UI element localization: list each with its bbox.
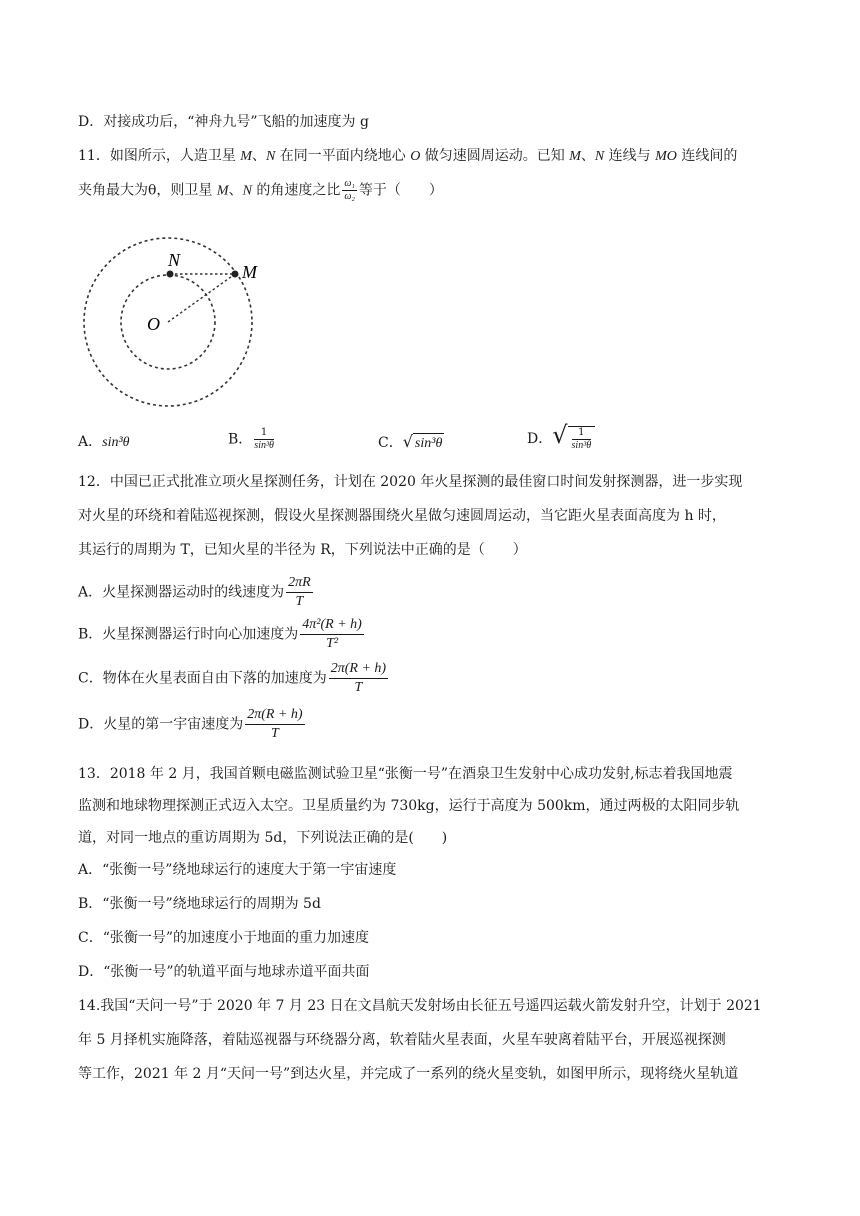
q13-option-d: D．“张衡一号”的轨道平面与地球赤道平面共面 [78,964,370,980]
q11-omega-ratio: $\frac{\text{ω₁}}{\text{ω₂}}$ [344,178,355,202]
q12-option-a: A．火星探测器运动时的线速度为 $\frac{2\pi R}{T}$ [78,575,311,609]
q14-stem-line1: 14.我国“天问一号”于 2020 年 7 月 23 日在文昌航天发射场由长征五号遥四运载火箭发射升空，计划于 2021 [78,998,762,1014]
q12-stem-line3: 其运行的周期为 T，已知火星的半径为 R，下列说法中正确的是（ ） [78,542,527,558]
q12-option-b: B．火星探测器运行时向心加速度为 $\frac{\text{4π²(R + h)}}{\text{T²}}$ [78,617,362,651]
q11-option-d: D．√ $\frac{1}{\text{sin³θ}}$ [527,425,595,452]
q13-stem-line1: 13．2018 年 2 月，我国首颗电磁监测试验卫星“张衡一号”在酒泉卫生发射中心成功发射,标志着我国地震 [78,766,733,782]
q11-option-b: B． $\frac{1}{\text{sin³θ}}$ [228,427,274,451]
label-O: O [147,314,160,334]
q12-stem-line2: 对火星的环绕和着陆巡视探测，假设火星探测器围绕火星做匀速圆周运动，当它距火星表面高度为 h 时， [78,508,726,524]
q10-option-d: D．对接成功后，“神舟九号”飞船的加速度为 g [78,114,369,130]
label-N: N [168,250,181,270]
q12-option-c: C．物体在火星表面自由下落的加速度为 $\frac{2\pi(R + h)}{T}$ [78,661,387,695]
q11-orbit-figure [80,232,270,412]
q13-option-b: B．“张衡一号”绕地球运行的周期为 5d [78,896,321,912]
q11-option-a: A．sin³θ [78,434,130,450]
label-M: M [242,262,257,282]
q11-option-c: C．√ sin³θ [378,432,444,454]
q12-stem-line1: 12．中国已正式批准立项火星探测任务，计划在 2020 年火星探测的最佳窗口时间发射探测器，进一步实现 [78,474,743,490]
satellite-N [167,271,174,278]
q13-option-a: A．“张衡一号”绕地球运行的速度大于第一宇宙速度 [78,862,397,878]
q13-option-c: C．“张衡一号”的加速度小于地面的重力加速度 [78,930,370,946]
q14-stem-line2: 年 5 月择机实施降落，着陆巡视器与环绕器分离，软着陆火星表面，火星车驶离着陆平台，开展巡视探测 [78,1032,726,1048]
q13-stem-line2: 监测和地球物理探测正式迈入太空。卫星质量约为 730kg，运行于高度为 500km，通过两极的太阳同步轨 [78,798,740,814]
line-OM [168,274,235,322]
q11-stem-line1: 11．如图所示，人造卫星 M、N 在同一平面内绕地心 O 做匀速圆周运动。已知 M、N 连线与 MO 连线间的 [78,148,738,164]
q13-stem-line3: 道，对同一地点的重访周期为 5d，下列说法正确的是( ) [78,830,448,846]
q14-stem-line3: 等工作，2021 年 2 月“天问一号”到达火星，并完成了一系列的绕火星变轨，如图甲所示，现将绕火星轨道 [78,1066,739,1082]
q12-option-d: D．火星的第一宇宙速度为 $\frac{2\pi(R + h)}{T}$ [78,707,303,741]
satellite-M [232,271,239,278]
q11-stem-line2: 夹角最大为θ，则卫星 M、N 的角速度之比 $\frac{\text{ω₁}}{\text{ω₂}}$ 等于（ ） [78,178,443,202]
